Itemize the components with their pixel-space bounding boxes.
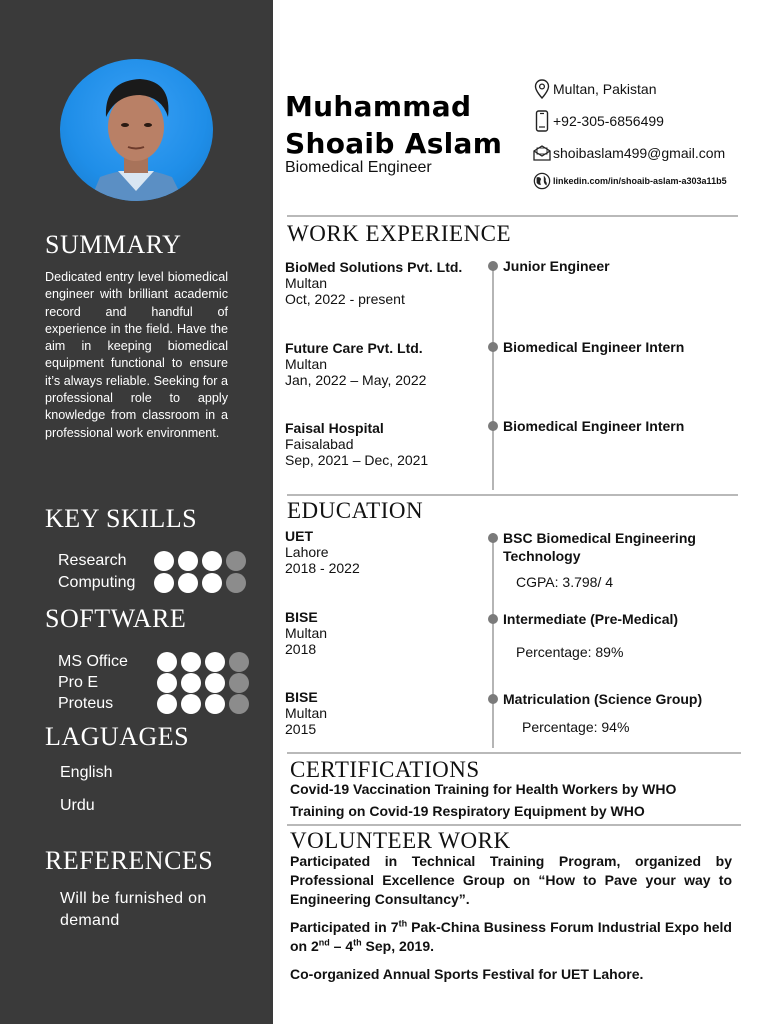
timeline-bullet: [488, 342, 498, 352]
work-item-1: [285, 259, 462, 307]
work-experience-heading: WORK EXPERIENCE: [287, 221, 512, 246]
work-org: Future Care Pvt. Ltd.: [285, 340, 423, 356]
certification-item: Training on Covid-19 Respiratory Equipment by WHO: [290, 803, 645, 819]
volunteer-item: Co-organized Annual Sports Festival for UET Lahore.: [290, 966, 644, 982]
summary-text: Dedicated entry level biomedical engineer with brilliant academic record and handful of experience in the field. Have the aim in keeping biomedical equipment functional to ensure it’s always reliable. Seeking for a professional role to apply knowledge from classroom in a professional work environment.: [45, 270, 228, 440]
education-org: BISE: [285, 609, 318, 625]
rating-dot-filled: [154, 551, 174, 571]
work-item-3: [285, 420, 428, 468]
profile-photo-illustration: [60, 59, 213, 201]
rating-dot-filled: [202, 551, 222, 571]
skill-rating-computing: [154, 573, 246, 593]
education-location: Lahore: [285, 544, 329, 560]
software-heading: SOFTWARE: [45, 604, 187, 633]
profile-photo: [60, 59, 213, 201]
contact-phone[interactable]: [533, 110, 664, 132]
divider: [287, 494, 738, 496]
work-location: Faisalabad: [285, 436, 354, 452]
location-text: Multan, Pakistan: [553, 81, 657, 97]
job-title: Biomedical Engineer: [285, 159, 432, 176]
phone-icon: [533, 110, 551, 132]
software-row-ms-office: [58, 652, 154, 672]
work-location: Multan: [285, 356, 328, 372]
education-item-1: [285, 528, 360, 576]
rating-dot-filled: [157, 694, 177, 714]
rating-dot-filled: [181, 694, 201, 714]
phone-text[interactable]: +92-305-6856499: [553, 113, 664, 129]
education-degree: Intermediate (Pre-Medical): [503, 611, 679, 627]
education-score: CGPA: 3.798/ 4: [516, 574, 614, 590]
rating-dot-empty: [226, 551, 246, 571]
rating-dot-filled: [181, 673, 201, 693]
work-role: Junior Engineer: [503, 258, 610, 274]
work-org: BioMed Solutions Pvt. Ltd.: [285, 259, 463, 275]
skill-label: Research: [58, 552, 127, 569]
work-role: Biomedical Engineer Intern: [503, 339, 685, 355]
volunteer-heading: VOLUNTEER WORK: [290, 828, 511, 853]
software-row-pro-e: [58, 673, 154, 693]
rating-dot-filled: [202, 573, 222, 593]
ordinal-suffix: th: [398, 918, 408, 929]
person-name: [285, 88, 502, 162]
education-score: Percentage: 94%: [522, 719, 630, 735]
divider: [287, 824, 741, 826]
education-degree: Matriculation (Science Group): [503, 691, 703, 707]
education-dates: 2018: [285, 641, 317, 657]
education-dates: 2018 - 2022: [285, 560, 360, 576]
software-rating-ms-office: [157, 652, 249, 672]
certification-item: Covid-19 Vaccination Training for Health Workers by WHO: [290, 781, 677, 797]
skill-label: Computing: [58, 574, 136, 591]
ordinal-suffix: th: [353, 937, 362, 948]
languages-heading: LAGUAGES: [45, 722, 190, 751]
contact-linkedin[interactable]: [533, 170, 727, 192]
map-pin-icon: [533, 78, 551, 100]
divider: [287, 752, 741, 754]
timeline-bullet: [488, 261, 498, 271]
volunteer-text: Participated in 7: [290, 919, 399, 935]
skill-row-research: [58, 551, 154, 571]
summary-heading: SUMMARY: [45, 230, 182, 259]
work-role: Biomedical Engineer Intern: [503, 418, 685, 434]
ordinal-suffix: nd: [318, 937, 330, 948]
rating-dot-empty: [229, 673, 249, 693]
work-dates: Jan, 2022 – May, 2022: [285, 372, 427, 388]
email-text[interactable]: shoibaslam499@gmail.com: [553, 145, 726, 161]
volunteer-text: Sep, 2019.: [361, 938, 435, 954]
certifications-heading: CERTIFICATIONS: [290, 757, 480, 782]
rating-dot-filled: [178, 573, 198, 593]
software-label: Proteus: [58, 695, 114, 712]
education-score: Percentage: 89%: [516, 644, 624, 660]
education-heading: EDUCATION: [287, 498, 424, 523]
envelope-icon: [533, 142, 551, 164]
timeline-bullet: [488, 614, 498, 624]
work-dates: Oct, 2022 - present: [285, 291, 405, 307]
software-label: Pro E: [58, 674, 99, 691]
volunteer-item: Participated in Technical Training Program, organized by Professional Excellence Group on “How to Pave your way to Engineering Consultancy”.: [290, 853, 732, 907]
education-item-3: [285, 689, 327, 737]
education-timeline-line: [492, 533, 494, 748]
volunteer-text: – 4: [329, 938, 354, 954]
last-name: Shoaib Aslam: [285, 127, 503, 160]
key-skills-heading: KEY SKILLS: [45, 504, 198, 533]
rating-dot-filled: [205, 652, 225, 672]
software-row-proteus: [58, 694, 154, 714]
education-org: BISE: [285, 689, 318, 705]
rating-dot-filled: [181, 652, 201, 672]
contact-location: [533, 78, 657, 100]
rating-dot-empty: [226, 573, 246, 593]
education-degree-line2: Technology: [503, 548, 581, 564]
references-heading: REFERENCES: [45, 846, 214, 875]
volunteer-item: [290, 918, 732, 956]
work-item-2: [285, 340, 426, 388]
work-location: Multan: [285, 275, 328, 291]
skill-row-computing: [58, 573, 154, 593]
education-item-2: [285, 609, 327, 657]
rating-dot-filled: [157, 652, 177, 672]
first-name: Muhammad: [285, 90, 472, 123]
skill-rating-research: [154, 551, 246, 571]
education-location: Multan: [285, 625, 328, 641]
volunteer-text: Pak-China Business Forum Industrial Expo held on 2: [290, 919, 732, 954]
timeline-bullet: [488, 533, 498, 543]
work-dates: Sep, 2021 – Dec, 2021: [285, 452, 429, 468]
language-item: Urdu: [60, 797, 95, 814]
globe-icon: [533, 170, 551, 192]
software-rating-proteus: [157, 694, 249, 714]
references-text: Will be furnished on demand: [60, 890, 207, 929]
rating-dot-filled: [205, 673, 225, 693]
education-dates: 2015: [285, 721, 317, 737]
education-degree: BSC Biomedical Engineering: [503, 530, 696, 546]
rating-dot-filled: [205, 694, 225, 714]
sidebar: [0, 0, 273, 1024]
work-timeline-line: [492, 262, 494, 490]
timeline-bullet: [488, 694, 498, 704]
software-label: MS Office: [58, 653, 128, 670]
rating-dot-filled: [154, 573, 174, 593]
contact-email[interactable]: [533, 142, 725, 164]
work-org: Faisal Hospital: [285, 420, 384, 436]
rating-dot-filled: [157, 673, 177, 693]
linkedin-text[interactable]: linkedin.com/in/shoaib-aslam-a303a11b5: [553, 176, 727, 186]
language-item: English: [60, 764, 113, 781]
divider: [287, 215, 738, 217]
education-org: UET: [285, 528, 313, 544]
software-rating-pro-e: [157, 673, 249, 693]
education-location: Multan: [285, 705, 328, 721]
rating-dot-empty: [229, 652, 249, 672]
rating-dot-filled: [178, 551, 198, 571]
rating-dot-empty: [229, 694, 249, 714]
timeline-bullet: [488, 421, 498, 431]
